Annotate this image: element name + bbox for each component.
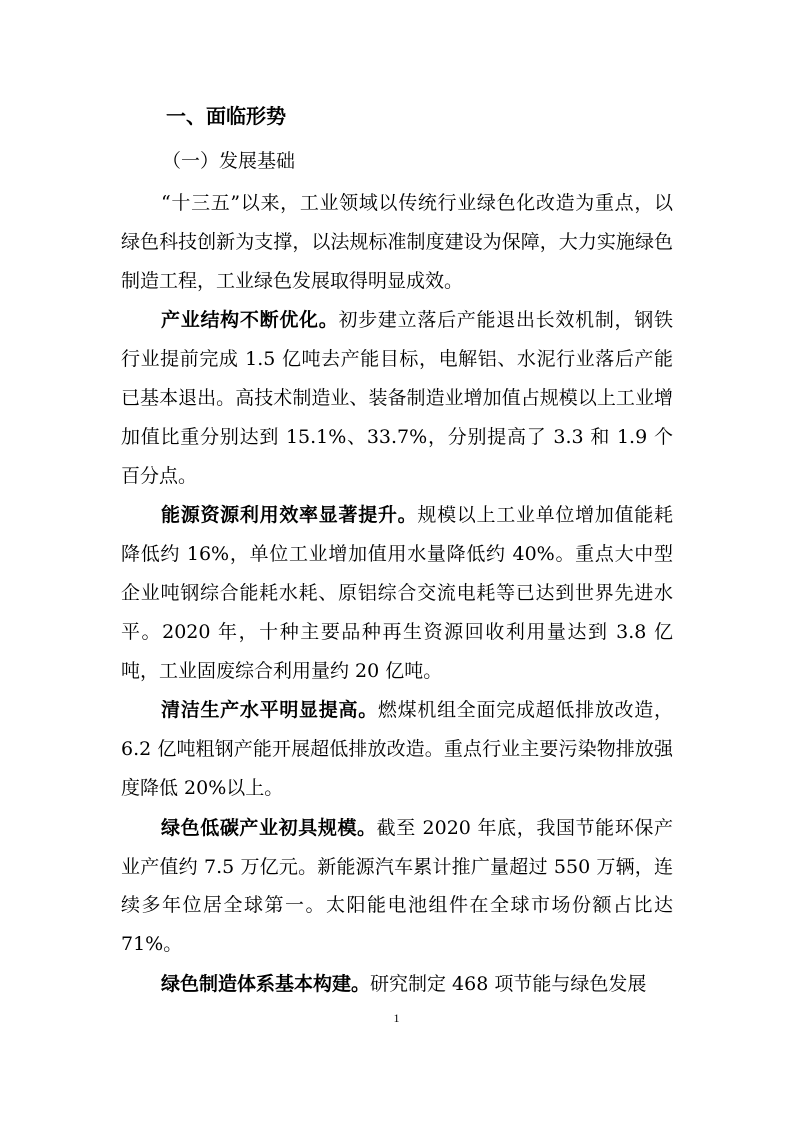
- paragraph-lead: 清洁生产水平明显提高。: [161, 699, 378, 722]
- paragraph-clean-production: [121, 691, 673, 807]
- paragraph-intro: [121, 184, 673, 300]
- section-heading: 一、面临形势: [166, 104, 286, 128]
- paragraph-text: 初步建立落后产能退出长效机制，钢铁行业提前完成 1.5 亿吨去产能目标，电解铝、水泥行业落后产能已基本退出。高技术制造业、装备制造业增加值占规模以上工业增加值比重分别达到 15.1%、33.7%，分别提高了 3.3 和 1.9 个百分点。: [121, 309, 673, 487]
- paragraph-energy-efficiency: [121, 496, 673, 690]
- paragraph-lead: 绿色低碳产业初具规模。: [161, 816, 377, 839]
- body-text: [121, 184, 673, 1005]
- page-number: 1: [393, 1011, 400, 1025]
- paragraph-lead: 能源资源利用效率显著提升。: [161, 504, 418, 527]
- paragraph-industrial-structure: [121, 301, 673, 495]
- paragraph-text: 研究制定 468 项节能与绿色发展: [370, 972, 647, 995]
- paragraph-lead: 绿色制造体系基本构建。: [161, 972, 371, 995]
- paragraph-green-manufacturing: [121, 965, 673, 1004]
- paragraph-text: 规模以上工业单位增加值能耗降低约 16%，单位工业增加值用水量降低约 40%。重点大中型企业吨钢综合能耗水耗、原铝综合交流电耗等已达到世界先进水平。2020 年，十种主要品种再生资源回收利用量达到 3.8 亿吨，工业固废综合利用量约 20 亿吨。: [121, 504, 673, 682]
- paragraph-lead: 产业结构不断优化。: [161, 309, 339, 332]
- subsection-heading: （一）发展基础: [162, 150, 296, 172]
- paragraph-green-industry: [121, 809, 673, 964]
- paragraph-text: “十三五”以来，工业领域以传统行业绿色化改造为重点，以绿色科技创新为支撑，以法规标准制度建设为保障，大力实施绿色制造工程，工业绿色发展取得明显成效。: [121, 192, 673, 292]
- paragraph-text: 截至 2020 年底，我国节能环保产业产值约 7.5 万亿元。新能源汽车累计推广量超过 550 万辆，连续多年位居全球第一。太阳能电池组件在全球市场份额占比达 71%。: [121, 816, 673, 956]
- paragraph-text: 燃煤机组全面完成超低排放改造，6.2 亿吨粗钢产能开展超低排放改造。重点行业主要污染物排放强度降低 20%以上。: [121, 699, 673, 799]
